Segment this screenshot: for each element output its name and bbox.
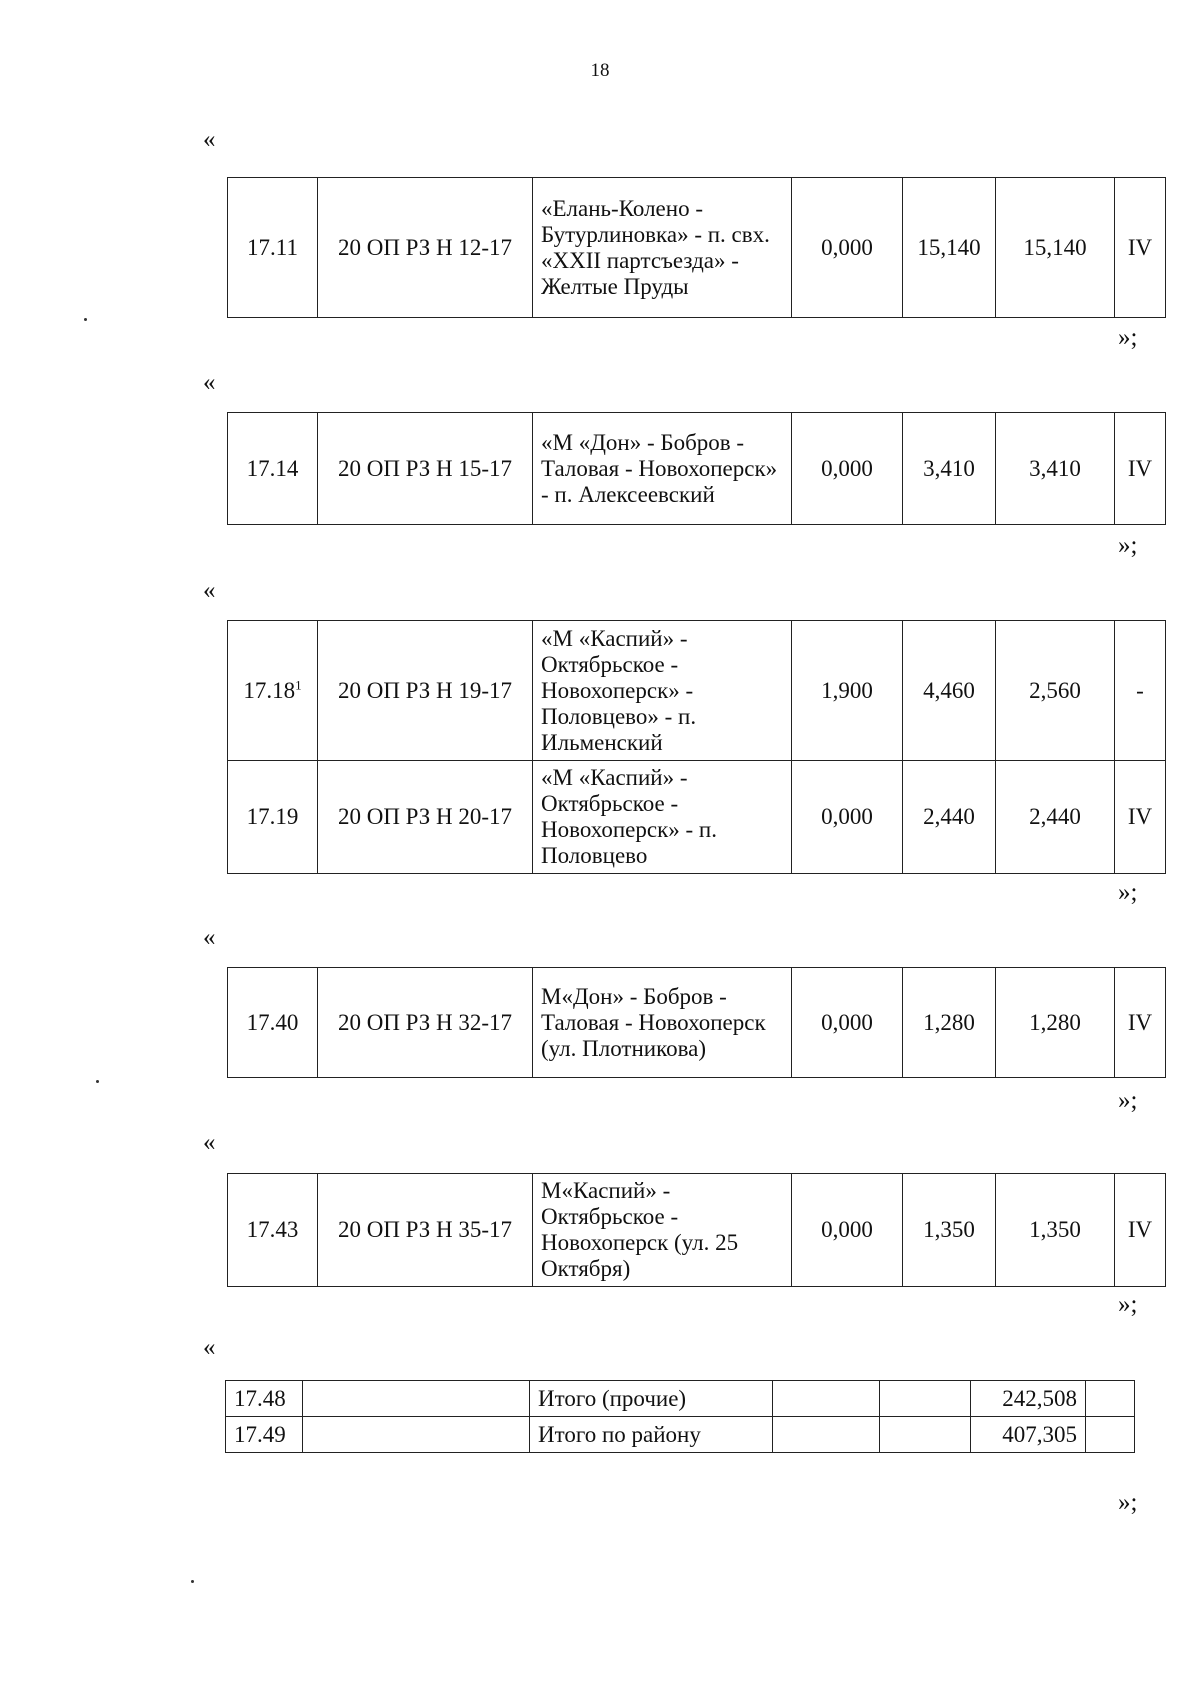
row-number-main: 17.18 <box>243 677 296 703</box>
end-km: 4,460 <box>903 621 996 761</box>
row-number <box>228 621 318 761</box>
start-km: 0,000 <box>792 968 903 1078</box>
opening-quote: « <box>203 126 216 153</box>
opening-quote: « <box>203 577 216 604</box>
road-name: «Елань-Колено - Бутурлиновка» - п. свх. «XXII партсъезда» - Желтые Пруды <box>533 178 792 318</box>
row-number-superscript: 1 <box>295 676 302 692</box>
table-row <box>228 413 1166 525</box>
road-code: 20 ОП РЗ Н 20-17 <box>318 761 533 874</box>
length-km: 1,350 <box>996 1174 1115 1287</box>
end-km: 2,440 <box>903 761 996 874</box>
road-name: М«Дон» - Бобров - Таловая - Новохоперск (ул. Плотникова) <box>533 968 792 1078</box>
end-km: 1,350 <box>903 1174 996 1287</box>
opening-quote: « <box>203 1334 216 1361</box>
row-number: 17.14 <box>228 413 318 525</box>
closing-quote: »; <box>1118 1087 1138 1114</box>
closing-quote: »; <box>1118 324 1138 351</box>
road-category: IV <box>1115 413 1166 525</box>
total-label: Итого по району <box>530 1417 773 1453</box>
start-km: 0,000 <box>792 1174 903 1287</box>
road-code: 20 ОП РЗ Н 15-17 <box>318 413 533 525</box>
total-value: 407,305 <box>971 1417 1086 1453</box>
scan-speck <box>96 1080 99 1083</box>
empty-cell <box>303 1381 530 1417</box>
end-km: 3,410 <box>903 413 996 525</box>
empty-cell <box>303 1417 530 1453</box>
page-number: 18 <box>590 60 610 81</box>
start-km: 1,900 <box>792 621 903 761</box>
road-table <box>227 412 1166 525</box>
length-km: 3,410 <box>996 413 1115 525</box>
table-row <box>228 621 1166 761</box>
road-category: IV <box>1115 1174 1166 1287</box>
road-code: 20 ОП РЗ Н 32-17 <box>318 968 533 1078</box>
road-table <box>227 1173 1166 1287</box>
length-km: 2,560 <box>996 621 1115 761</box>
end-km: 1,280 <box>903 968 996 1078</box>
scan-speck <box>84 318 87 321</box>
empty-cell <box>880 1381 971 1417</box>
closing-quote: »; <box>1118 879 1138 906</box>
total-row-number: 17.49 <box>226 1417 303 1453</box>
road-name: «М «Каспий» - Октябрьское - Новохоперск» - п. Половцево <box>533 761 792 874</box>
opening-quote: « <box>203 1129 216 1156</box>
closing-quote: »; <box>1118 1291 1138 1318</box>
opening-quote: « <box>203 924 216 951</box>
road-name: М«Каспий» - Октябрьское - Новохоперск (ул. 25 Октября) <box>533 1174 792 1287</box>
road-table <box>227 177 1166 318</box>
empty-cell <box>1086 1417 1135 1453</box>
total-row-number: 17.48 <box>226 1381 303 1417</box>
row-number: 17.40 <box>228 968 318 1078</box>
table-row <box>226 1417 1135 1453</box>
road-category: IV <box>1115 761 1166 874</box>
road-category: IV <box>1115 178 1166 318</box>
table-row <box>228 1174 1166 1287</box>
start-km: 0,000 <box>792 413 903 525</box>
empty-cell <box>773 1381 880 1417</box>
road-code: 20 ОП РЗ Н 12-17 <box>318 178 533 318</box>
end-km: 15,140 <box>903 178 996 318</box>
total-label: Итого (прочие) <box>530 1381 773 1417</box>
row-number: 17.11 <box>228 178 318 318</box>
row-number: 17.43 <box>228 1174 318 1287</box>
total-value: 242,508 <box>971 1381 1086 1417</box>
road-name: «М «Каспий» - Октябрьское - Новохоперск» - Половцево» - п. Ильменский <box>533 621 792 761</box>
road-table <box>227 967 1166 1078</box>
scan-speck <box>191 1580 194 1583</box>
empty-cell <box>1086 1381 1135 1417</box>
table-row <box>228 968 1166 1078</box>
length-km: 15,140 <box>996 178 1115 318</box>
opening-quote: « <box>203 369 216 396</box>
start-km: 0,000 <box>792 761 903 874</box>
row-number: 17.19 <box>228 761 318 874</box>
length-km: 2,440 <box>996 761 1115 874</box>
length-km: 1,280 <box>996 968 1115 1078</box>
table-row <box>226 1381 1135 1417</box>
totals-table <box>225 1380 1135 1453</box>
road-category: - <box>1115 621 1166 761</box>
road-code: 20 ОП РЗ Н 19-17 <box>318 621 533 761</box>
road-name: «М «Дон» - Бобров - Таловая - Новохоперск» - п. Алексеевский <box>533 413 792 525</box>
road-category: IV <box>1115 968 1166 1078</box>
closing-quote: »; <box>1118 532 1138 559</box>
road-table <box>227 620 1166 874</box>
empty-cell <box>773 1417 880 1453</box>
road-code: 20 ОП РЗ Н 35-17 <box>318 1174 533 1287</box>
start-km: 0,000 <box>792 178 903 318</box>
table-row <box>228 178 1166 318</box>
table-row <box>228 761 1166 874</box>
closing-quote: »; <box>1118 1489 1138 1516</box>
empty-cell <box>880 1417 971 1453</box>
